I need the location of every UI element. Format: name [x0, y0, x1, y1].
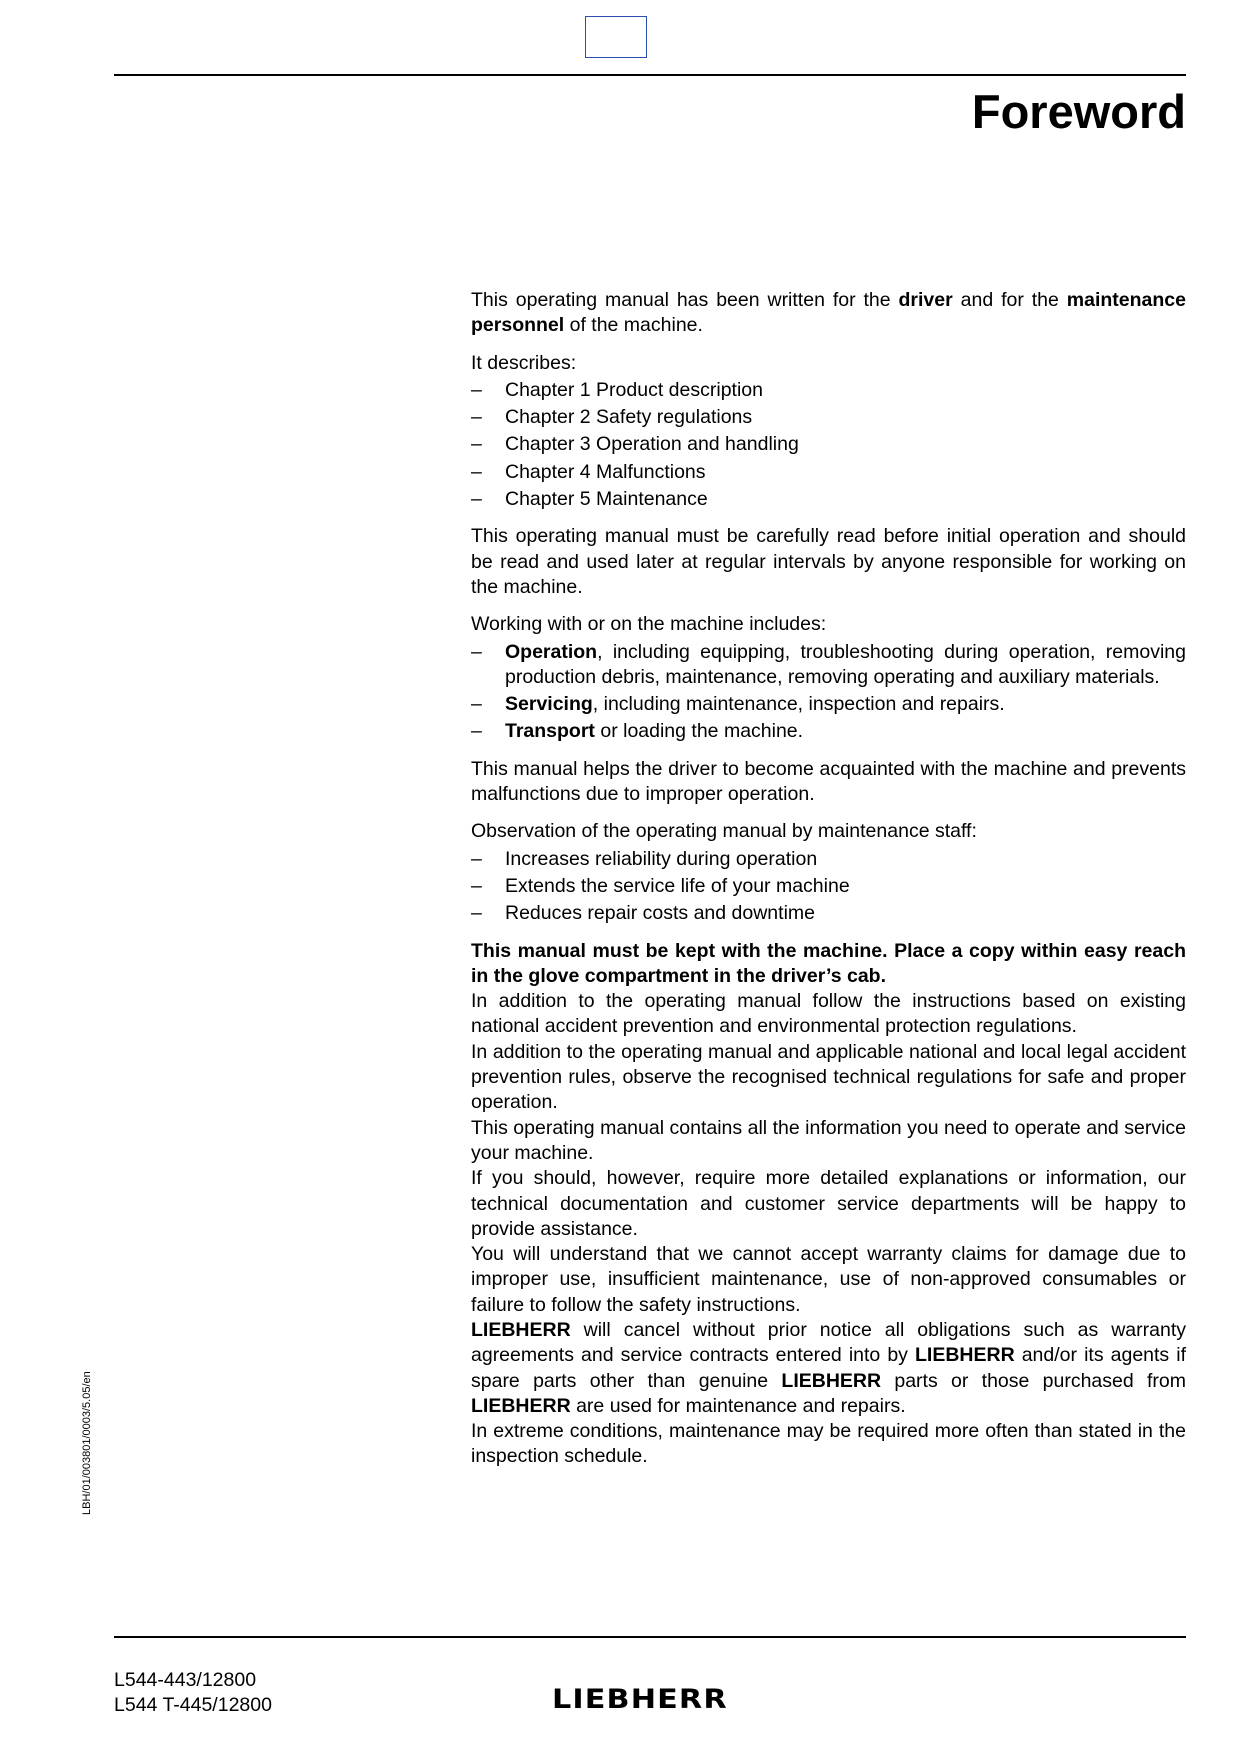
header-rule [114, 74, 1186, 76]
list-item: – Chapter 2 Safety regulations [471, 405, 1186, 430]
list-item [471, 719, 1186, 744]
cancel-text-3: parts or those purchased from [881, 1369, 1186, 1392]
addition-paragraph-2: In addition to the operating manual and applicable national and local legal accident prevention rules, observe the recognised technical regulations for safe and proper operation. [471, 1040, 1186, 1114]
footer-rule [114, 1636, 1186, 1638]
list-item: – Chapter 1 Product description [471, 378, 1186, 403]
working-item-text: or loading the machine. [594, 720, 804, 743]
list-item: – Extends the service life of your machine [471, 874, 1186, 899]
list-item: – Chapter 5 Maintenance [471, 487, 1186, 512]
intro-text-2: and for the [952, 289, 1067, 311]
liebherr-logo: LIEBHERR [552, 1684, 728, 1715]
chapter-list [471, 378, 1186, 512]
helps-paragraph: This manual helps the driver to become acquainted with the machine and prevents malfunctions due to improper operation. [471, 757, 1186, 806]
list-item: – Chapter 3 Operation and handling [471, 432, 1186, 457]
intro-text-3: of the machine. [564, 314, 703, 337]
list-item: – Reduces repair costs and downtime [471, 901, 1186, 926]
working-item-bold: Servicing [505, 693, 593, 716]
intro-bold-driver: driver [898, 289, 953, 311]
brand-name: LIEBHERR [471, 1394, 571, 1417]
list-item: – Increases reliability during operation [471, 847, 1186, 872]
brand-name: LIEBHERR [914, 1344, 1015, 1367]
read-carefully-paragraph: This operating manual must be carefully read before initial operation and should be read and used later at regular intervals by anyone responsible for working on the machine. [471, 525, 1186, 598]
brand-name: LIEBHERR [781, 1369, 882, 1392]
working-item-text: , including maintenance, inspection and repairs. [592, 693, 1005, 716]
describes-label: It describes: [471, 351, 577, 374]
observation-list [471, 847, 1186, 927]
addition-paragraph-1: In addition to the operating manual follow the instructions based on existing national accident prevention and environmental protection regulations. [471, 990, 1186, 1038]
cancel-text-1: will cancel without prior notice all obligations such as warranty agreements and service contracts entered into by [471, 1318, 1186, 1367]
working-item-text: , including equipping, troubleshooting during operation, removing production debris, maintenance, removing operating and auxiliary materials. [505, 640, 1186, 688]
list-item [471, 640, 1186, 691]
more-info-paragraph: If you should, however, require more detailed explanations or information, our technical documentation and customer service departments will be happy to provide assistance. [471, 1167, 1186, 1240]
extreme-conditions-paragraph: In extreme conditions, maintenance may be required more often than stated in the inspection schedule. [471, 1420, 1186, 1468]
page-title: Foreword [971, 85, 1186, 138]
observation-label: Observation of the operating manual by maintenance staff: [471, 820, 977, 843]
page-marker-box [585, 16, 647, 58]
model-number: L544-443/12800 [114, 1669, 257, 1691]
intro-text-1: This operating manual has been written for the [471, 289, 899, 311]
intro-bold-personnel: maintenance personnel [471, 289, 1186, 337]
keep-with-machine-notice: This manual must be kept with the machine. Place a copy within easy reach in the glove compartment in the driver’s cab. [471, 939, 1186, 987]
list-item: – Chapter 4 Malfunctions [471, 460, 1186, 485]
model-number: L544 T-445/12800 [114, 1694, 272, 1716]
working-item-bold: Operation [505, 640, 598, 663]
working-item-bold: Transport [505, 720, 595, 743]
footer-models [114, 1668, 272, 1718]
cancel-text-2: and/or its agents if spare parts other than genuine [471, 1344, 1186, 1392]
document-code: LBH/01/003801/0003/5.05/en [81, 1371, 93, 1515]
list-item [471, 692, 1186, 717]
cancel-text-4: are used for maintenance and repairs. [570, 1394, 906, 1417]
intro-paragraph [471, 288, 1186, 339]
working-label: Working with or on the machine includes: [471, 613, 827, 636]
working-list [471, 640, 1186, 745]
warranty-paragraph: You will understand that we cannot accept warranty claims for damage due to improper use, insufficient maintenance, use of non-approved consumables or failure to follow the safety instructions. [471, 1243, 1186, 1316]
contains-info-paragraph: This operating manual contains all the information you need to operate and service your machine. [471, 1116, 1186, 1164]
cancel-paragraph [471, 1318, 1186, 1419]
foreword-content [471, 288, 1186, 1470]
brand-name: LIEBHERR [471, 1318, 571, 1341]
